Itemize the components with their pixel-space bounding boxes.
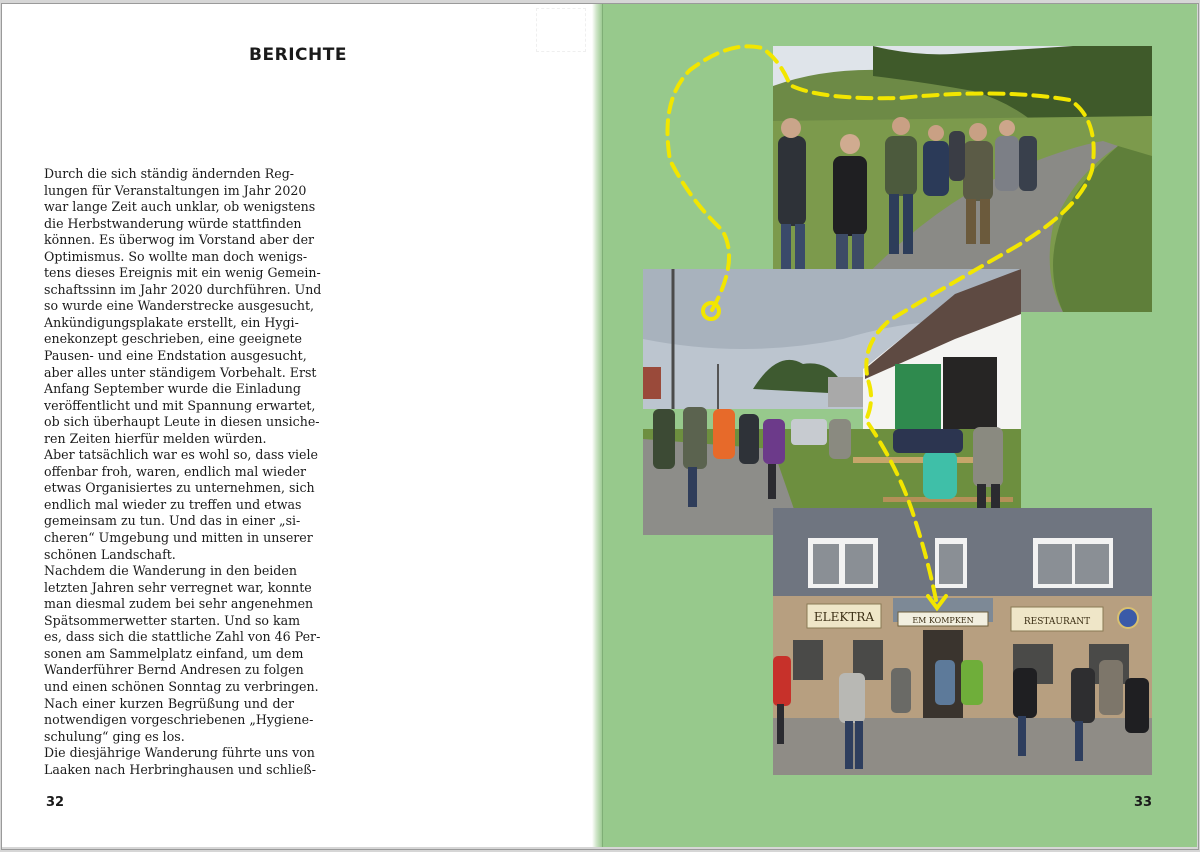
text-line: aber alles unter ständigem Vorbehalt. Erst bbox=[44, 364, 317, 380]
text-line: tens dieses Ereignis mit ein wenig Gemein- bbox=[44, 265, 321, 281]
text-line: so wurde eine Wanderstrecke ausgesucht, bbox=[44, 298, 315, 314]
text-line: schulung“ ging es los. bbox=[44, 728, 185, 744]
text-line: Laaken nach Herbringhausen und schließ- bbox=[44, 761, 316, 777]
text-line: Nachdem die Wanderung in den beiden bbox=[44, 563, 297, 579]
text-line: sonen am Sammelplatz einfand, um dem bbox=[44, 645, 304, 661]
text-line: Nach einer kurzen Begrüßung und der bbox=[44, 695, 294, 711]
page-title: BERICHTE bbox=[249, 45, 347, 65]
text-line: die Herbstwanderung würde stattfinden bbox=[44, 215, 302, 231]
text-line: schaftssinn im Jahr 2020 durchführen. Und bbox=[44, 281, 322, 297]
photo-rest-stop bbox=[643, 269, 1021, 535]
sign-em-kompken: EM KOMPKEN bbox=[912, 616, 974, 625]
text-line: etwas Organisiertes zu unternehmen, sich bbox=[44, 480, 315, 496]
text-line: Aber tatsächlich war es wohl so, dass viele bbox=[44, 447, 318, 463]
text-line: Durch die sich ständig ändernden Reg- bbox=[44, 166, 295, 181]
text-line: lungen für Veranstaltungen im Jahr 2020 bbox=[44, 182, 307, 198]
text-line: ob sich überhaupt Leute in diesen unsiche- bbox=[44, 414, 320, 430]
text-line: Optimismus. So wollte man doch wenigs- bbox=[44, 248, 308, 264]
text-line: offenbar froh, waren, endlich mal wieder bbox=[44, 463, 307, 479]
text-line: Pausen- und eine Endstation ausgesucht, bbox=[44, 348, 307, 364]
text-line: es, dass sich die stattliche Zahl von 46 Per- bbox=[44, 629, 321, 645]
text-line: Die diesjährige Wanderung führte uns von bbox=[44, 745, 315, 761]
text-line: cheren“ Umgebung und mitten in unserer bbox=[44, 530, 313, 546]
text-line: notwendigen vorgeschriebenen „Hygiene- bbox=[44, 712, 314, 728]
text-line: letzten Jahren sehr verregnet war, konnte bbox=[44, 579, 312, 595]
page-number-right: 33 bbox=[1134, 795, 1153, 810]
text-line: war lange Zeit auch unklar, ob wenigstens bbox=[44, 199, 316, 215]
sign-restaurant: RESTAURANT bbox=[1023, 617, 1091, 627]
text-line: Anfang September wurde die Einladung bbox=[44, 381, 301, 397]
text-line: und einen schönen Sonntag zu verbringen. bbox=[44, 678, 319, 694]
text-line: endlich mal wieder zu treffen und etwas bbox=[44, 496, 302, 512]
text-line: Ankündigungsplakate erstellt, ein Hygi- bbox=[44, 314, 299, 330]
page-number-left: 32 bbox=[46, 795, 65, 810]
text-line: ren Zeiten hierfür melden würden. bbox=[44, 430, 267, 446]
text-line: enekonzept geschrieben, eine geeignete bbox=[44, 331, 303, 347]
text-line: Wanderführer Bernd Andresen zu folgen bbox=[44, 662, 304, 678]
text-line: veröffentlicht und mit Spannung erwartet, bbox=[44, 397, 316, 413]
text-line: Spätsommerwetter starten. Und so kam bbox=[44, 612, 301, 628]
text-line: können. Es überwog im Vorstand aber der bbox=[44, 232, 315, 248]
text-line: gemeinsam zu tun. Und das in einer „si- bbox=[44, 513, 301, 529]
photo-restaurant bbox=[773, 508, 1152, 775]
article-text bbox=[44, 166, 322, 778]
text-line: man diesmal zudem bei sehr angenehmen bbox=[44, 596, 314, 612]
text-line: schönen Landschaft. bbox=[44, 546, 176, 562]
sign-elektra: ELEKTRA bbox=[813, 610, 875, 624]
